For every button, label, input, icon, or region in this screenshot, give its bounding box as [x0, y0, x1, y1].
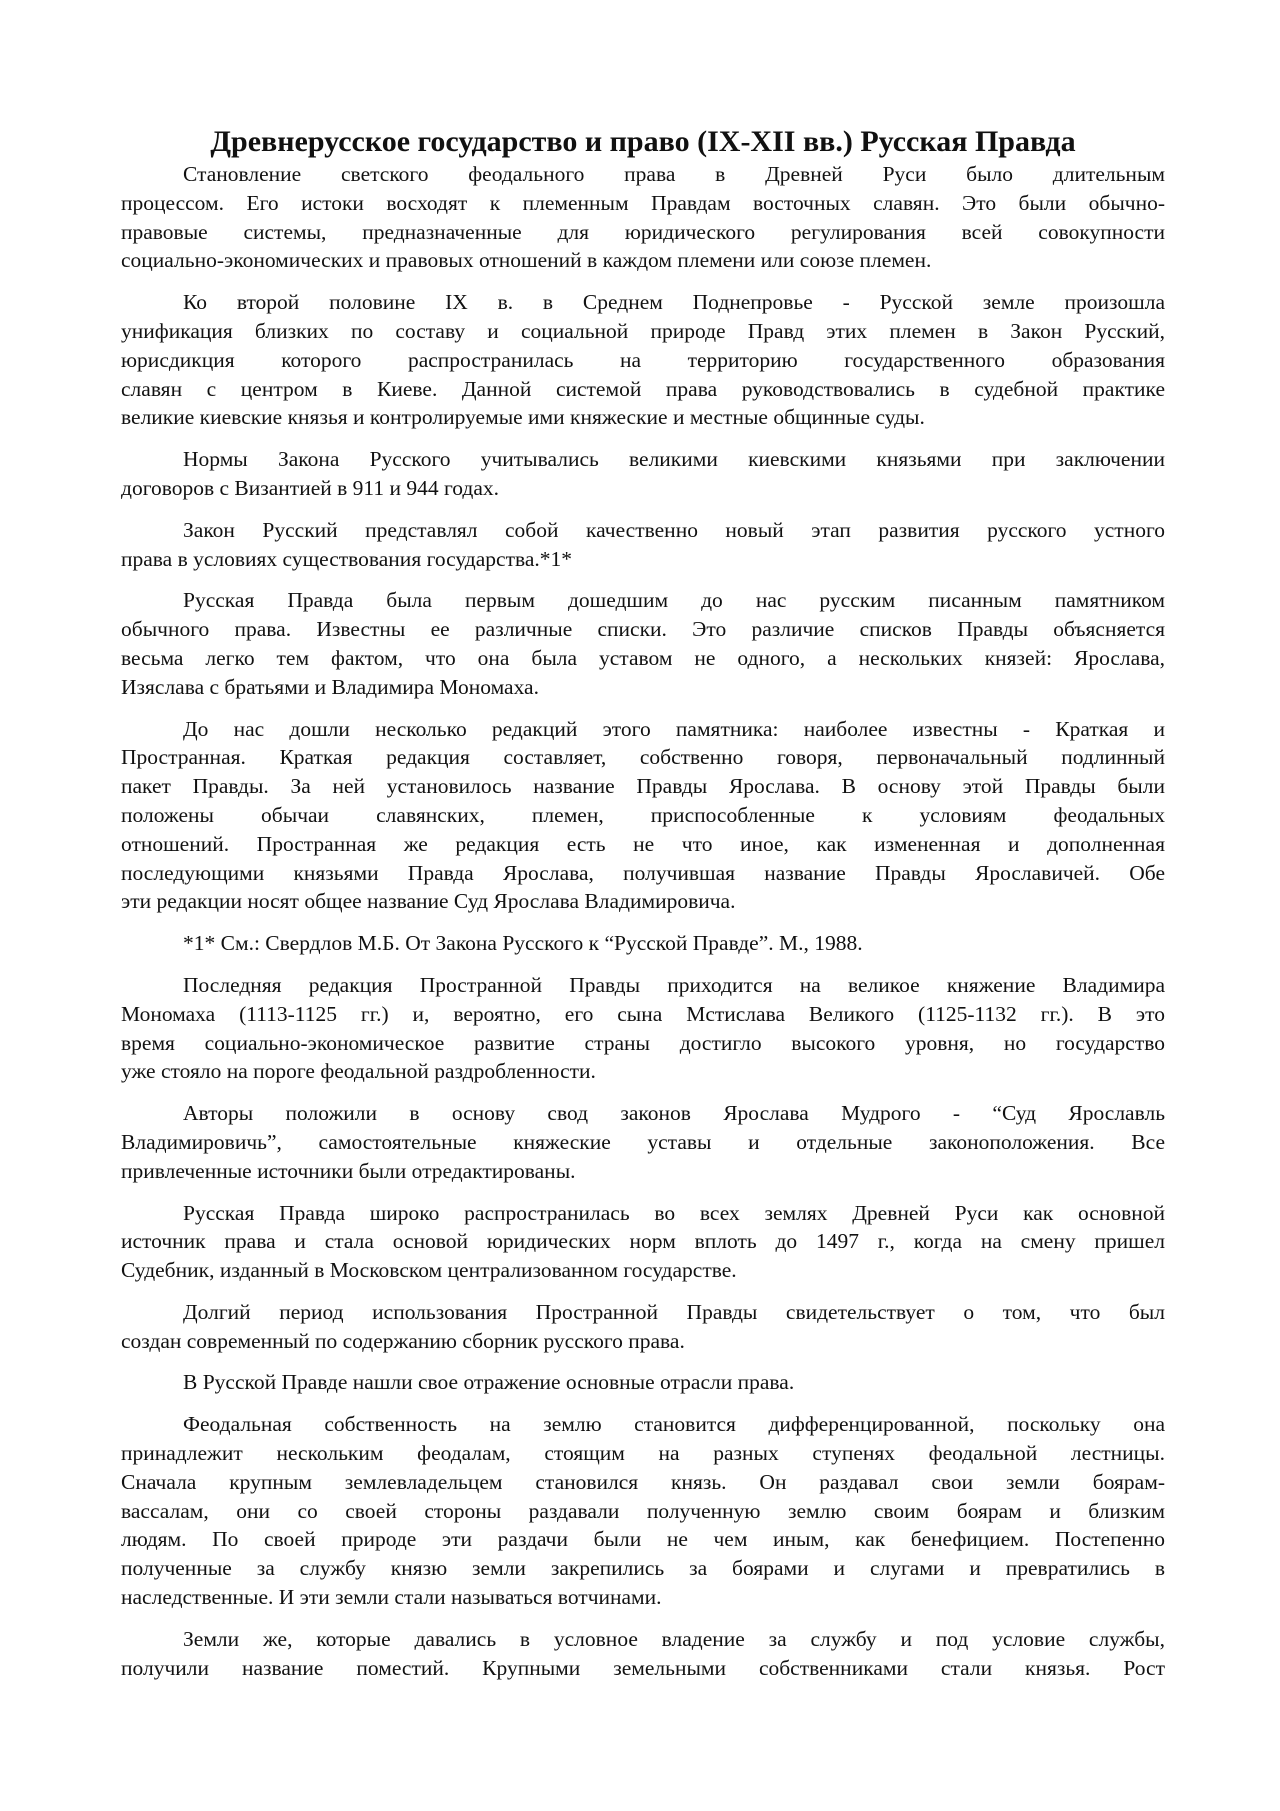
paragraph [121, 1099, 1165, 1185]
document-body [121, 160, 1165, 1682]
document-page [121, 124, 1165, 1682]
paragraph [121, 445, 1165, 503]
paragraph [121, 1298, 1165, 1356]
document-title: Древнерусское государство и право (IX-XII вв.) Русская Правда [210, 125, 1076, 158]
text-line: Последняя редакция Пространной Правды приходится на великое княжение Владимира [183, 972, 1165, 997]
paragraph [121, 715, 1165, 917]
text-line: обычного права. Известны ее различные списки. Это различие списков Правды объясняется [121, 617, 1165, 642]
paragraph [121, 929, 1165, 958]
text-line: унификация близких по составу и социальной природе Правд этих племен в Закон Русский, [121, 318, 1165, 343]
paragraph [121, 1368, 1165, 1397]
text-line: В Русской Правде нашли свое отражение основные отрасли права. [183, 1370, 795, 1395]
paragraph [121, 1625, 1165, 1683]
text-line: наследственные. И эти земли стали называться вотчинами. [121, 1585, 662, 1610]
text-line: процессом. Его истоки восходят к племенным Правдам восточных славян. Это были обычно- [121, 190, 1165, 215]
text-line: Русская Правда была первым дошедшим до нас русским писанным памятником [183, 588, 1165, 613]
text-line: договоров с Византией в 911 и 944 годах. [121, 475, 500, 500]
text-line: пакет Правды. За ней установилось название Правды Ярослава. В основу этой Правды были [121, 774, 1165, 799]
paragraph [121, 288, 1165, 432]
paragraph [121, 160, 1165, 275]
text-line: До нас дошли несколько редакций этого памятника: наиболее известны - Краткая и [183, 716, 1165, 741]
text-line: славян с центром в Киеве. Данной системой права руководствовались в судебной практике [121, 376, 1165, 401]
text-line: Пространная. Краткая редакция составляет, собственно говоря, первоначальный подлинный [121, 745, 1165, 770]
text-line: Мономаха (1113-1125 гг.) и, вероятно, его сына Мстислава Великого (1125-1132 гг.). В это [121, 1001, 1165, 1026]
text-line: Авторы положили в основу свод законов Ярослава Мудрого - “Суд Ярославль [183, 1101, 1165, 1126]
text-line: вассалам, они со своей стороны раздавали полученную землю своим боярам и близким [121, 1498, 1165, 1523]
text-line: Закон Русский представлял собой качественно новый этап развития русского устного [183, 517, 1165, 542]
text-line: Становление светского феодального права в Древней Руси было длительным [183, 162, 1165, 186]
text-line: Владимировичь”, самостоятельные княжеские уставы и отдельные законоположения. Все [121, 1129, 1165, 1154]
text-line: правовые системы, предназначенные для юридического регулирования всей совокупности [121, 219, 1165, 244]
text-line: Феодальная собственность на землю становится дифференцированной, поскольку она [183, 1412, 1165, 1437]
text-line: создан современный по содержанию сборник русского права. [121, 1328, 685, 1353]
text-line: Русская Правда широко распространилась во всех землях Древней Руси как основной [183, 1200, 1165, 1225]
text-line: людям. По своей природе эти раздачи были не чем иным, как бенефицием. Постепенно [121, 1527, 1165, 1552]
text-line: принадлежит нескольким феодалам, стоящим на разных ступенях феодальной лестницы. [121, 1441, 1165, 1466]
text-line: весьма легко тем фактом, что она была уставом не одного, а нескольких князей: Ярослава, [121, 645, 1165, 670]
paragraph [121, 971, 1165, 1086]
text-line: *1* См.: Свердлов М.Б. От Закона Русского к “Русской Правде”. М., 1988. [183, 931, 863, 956]
paragraph [121, 516, 1165, 574]
text-line: Нормы Закона Русского учитывались великими киевскими князьями при заключении [183, 447, 1165, 472]
text-line: Ко второй половине IX в. в Среднем Поднепровье - Русской земле произошла [183, 290, 1165, 315]
text-line: великие киевские князья и контролируемые ими княжеские и местные общинные суды. [121, 405, 925, 430]
text-line: социально-экономических и правовых отношений в каждом племени или союзе племен. [121, 248, 932, 273]
text-line: Земли же, которые давались в условное владение за службу и под условие службы, [183, 1626, 1165, 1651]
text-line: Долгий период использования Пространной Правды свидетельствует о том, что был [183, 1299, 1165, 1324]
text-line: права в условиях существования государства.*1* [121, 546, 573, 571]
text-line: Изяслава с братьями и Владимира Мономаха. [121, 674, 539, 699]
text-line: уже стояло на пороге феодальной раздробленности. [121, 1059, 596, 1084]
text-line: отношений. Пространная же редакция есть не что иное, как измененная и дополненная [121, 831, 1165, 856]
paragraph [121, 1410, 1165, 1612]
text-line: время социально-экономическое развитие страны достигло высокого уровня, но государство [121, 1030, 1165, 1055]
text-line: эти редакции носят общее название Суд Ярослава Владимировича. [121, 889, 736, 914]
text-line: привлеченные источники были отредактированы. [121, 1158, 576, 1183]
text-line: получили название поместий. Крупными земельными собственниками стали князья. Рост [121, 1655, 1165, 1680]
text-line: последующими князьями Правда Ярослава, получившая название Правды Ярославичей. Обе [121, 860, 1165, 885]
paragraph [121, 1199, 1165, 1285]
text-line: положены обычаи славянских, племен, приспособленные к условиям феодальных [121, 802, 1165, 827]
text-line: юрисдикция которого распространилась на территорию государственного образования [121, 347, 1165, 372]
text-line: Судебник, изданный в Московском централизованном государстве. [121, 1258, 737, 1283]
text-line: Сначала крупным землевладельцем становился князь. Он раздавал свои земли боярам- [121, 1469, 1165, 1494]
text-line: источник права и стала основой юридических норм вплоть до 1497 г., когда на смену пришел [121, 1229, 1165, 1254]
text-line: полученные за службу князю земли закрепились за боярами и слугами и превратились в [121, 1556, 1165, 1581]
paragraph [121, 586, 1165, 701]
